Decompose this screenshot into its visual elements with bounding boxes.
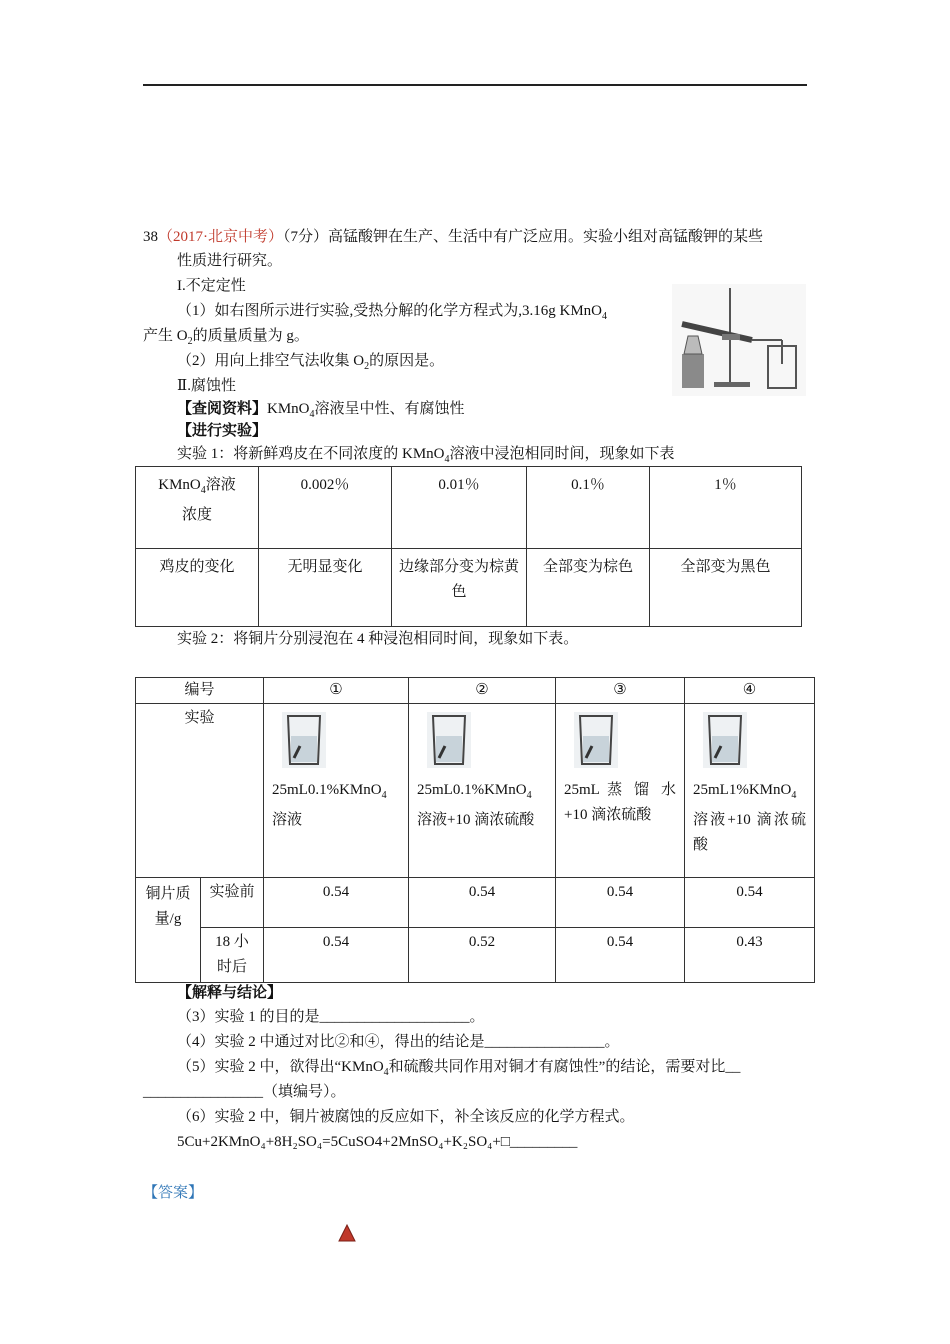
t1-row-label: 鸡皮的变化 xyxy=(136,549,259,627)
question-number: 38 xyxy=(143,229,158,245)
t2-after-3: 0.54 xyxy=(556,928,685,983)
t2-header-experiment: 实验 xyxy=(136,704,264,878)
experiment1-desc: 实验 1：将新鲜鸡皮在不同浓度的 KMnO$_4$溶液中浸泡相同时间，现象如下表 xyxy=(177,446,675,465)
question-intro-cont: 性质进行研究。 xyxy=(177,253,283,269)
t2-setup-1: 25mL0.1%KMnO$_4$ 溶液 xyxy=(264,704,409,878)
beaker-icon xyxy=(703,712,747,768)
t2-before-1: 0.54 xyxy=(264,878,409,928)
section-instability: I.不定定性 xyxy=(177,278,246,294)
apparatus-illustration xyxy=(672,284,806,396)
t2-after-2: 0.52 xyxy=(409,928,556,983)
part1-line1: （1）如右图所示进行实验,受热分解的化学方程式为,3.16g KMnO$_4$ xyxy=(177,303,608,322)
table-skin-experiment xyxy=(135,466,802,627)
part1-line2: 产生 $O_2$的质量质量为 g。 xyxy=(143,328,309,347)
t1-conc-3: 0.1％ xyxy=(527,467,650,549)
question-6: （6）实验 2 中，铜片被腐蚀的反应如下，补全该反应的化学方程式。 xyxy=(177,1109,635,1125)
t2-num-3: ③ xyxy=(556,678,685,704)
question-header xyxy=(143,226,763,248)
t2-num-4: ④ xyxy=(685,678,815,704)
t1-conc-4: 1％ xyxy=(650,467,802,549)
t2-num-1: ① xyxy=(264,678,409,704)
t1-result-3: 全部变为棕色 xyxy=(527,549,650,627)
t1-conc-2: 0.01％ xyxy=(392,467,527,549)
t2-before-2: 0.54 xyxy=(409,878,556,928)
t1-result-1: 无明显变化 xyxy=(259,549,392,627)
question-5-line1: （5）实验 2 中，欲得出“KMnO$_4$和硫酸共同作用对铜才有腐蚀性”的结论，需要对比__ xyxy=(177,1059,741,1078)
question-intro: （7分）高锰酸钾在生产、生活中有广泛应用。实验小组对高锰酸钾的某些 xyxy=(283,229,764,245)
beaker-icon xyxy=(282,712,326,768)
section-corrosion: Ⅱ.腐蚀性 xyxy=(177,378,236,394)
t1-header-concentration: KMnO$_4$溶液 浓度 xyxy=(136,467,259,549)
beaker-icon xyxy=(427,712,471,768)
t2-before-4: 0.54 xyxy=(685,878,815,928)
t2-after-1: 0.54 xyxy=(264,928,409,983)
question-4: （4）实验 2 中通过对比②和④，得出的结论是________________。 xyxy=(177,1034,620,1050)
question-5-line2: ________________（填编号）。 xyxy=(143,1084,346,1100)
t2-mass-label: 铜片质量/g xyxy=(136,878,201,983)
part2-line: （2）用向上排空气法收集 $O_2$的原因是。 xyxy=(177,353,445,372)
t1-result-4: 全部变为黑色 xyxy=(650,549,802,627)
t2-header-number: 编号 xyxy=(136,678,264,704)
reference-line: 【查阅资料】KMnO$_4$溶液呈中性、有腐蚀性 xyxy=(177,401,465,420)
t2-setup-4: 25mL1%KMnO$_4$ 溶液+10 滴浓硫酸 xyxy=(685,704,815,878)
question-3: （3）实验 1 的目的是____________________。 xyxy=(177,1009,485,1025)
t2-after-4: 0.43 xyxy=(685,928,815,983)
t2-setup-2: 25mL0.1%KMnO$_4$ 溶液+10 滴浓硫酸 xyxy=(409,704,556,878)
t1-conc-1: 0.002％ xyxy=(259,467,392,549)
t2-before-3: 0.54 xyxy=(556,878,685,928)
t2-before-label: 实验前 xyxy=(201,878,264,928)
experiment2-desc: 实验 2：将铜片分别浸泡在 4 种浸泡相同时间，现象如下表。 xyxy=(177,631,579,647)
conclusion-tag: 【解释与结论】 xyxy=(177,985,283,1001)
question-source: （2017·北京中考） xyxy=(158,229,283,245)
t2-after-label: 18 小时后 xyxy=(201,928,264,983)
beaker-icon xyxy=(574,712,618,768)
table-copper-experiment xyxy=(135,677,815,983)
answer-tag: 【答案】 xyxy=(143,1185,204,1201)
t2-num-2: ② xyxy=(409,678,556,704)
equation: 5Cu+2KMnO₄+8H₂SO₄=5CuSO4+2MnSO₄+K₂SO₄+□_________ xyxy=(177,1134,578,1150)
t2-setup-3: 25mL 蒸 馏 水+10 滴浓硫酸 xyxy=(556,704,685,878)
warning-triangle-icon xyxy=(337,1223,357,1243)
t1-result-2: 边缘部分变为棕黄色 xyxy=(392,549,527,627)
experiment-tag: 【进行实验】 xyxy=(177,423,268,439)
header-rule xyxy=(143,84,807,86)
